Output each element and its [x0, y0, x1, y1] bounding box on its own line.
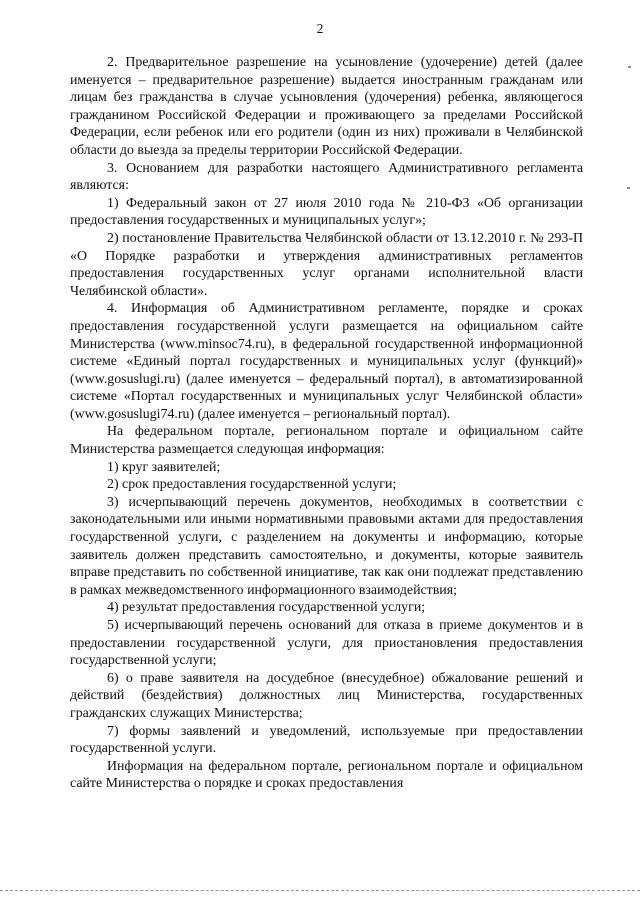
paragraph-item-2: 2. Предварительное разрешение на усыновление (удочерение) детей (далее именуется – предварительное разрешение) выдается иностранным гражданам или лицам без гражданства в случае усыновления (удочерения) ребенка, являющегося гражданином Российской Федерации и проживающего за пределами Российской Федерации, если ребенок или его родители (один из них) проживали в Челябинской области до выезда за пределы территории Российской Федерации. [70, 55, 583, 158]
paragraph-item-3: 3. Основанием для разработки настоящего Административного регламента являются: [70, 160, 583, 194]
footer-divider [0, 890, 640, 891]
list-item-term: 2) срок предоставления государственной услуги; [107, 477, 397, 493]
paragraph-government-resolution: 2) постановление Правительства Челябинской области от 13.12.2010 г. № 293-П «О Порядке разработки и утверждения административных регламентов предоставления государственных услуг органами исполнительной власти Челябинской области». [70, 230, 583, 299]
page-number: 2 [316, 21, 324, 36]
paragraph-info-intro: На федеральном портале, региональном портале и официальном сайте Министерства размещается следующая информация: [70, 424, 583, 458]
list-item-documents: 3) исчерпывающий перечень документов, необходимых в соответствии с законодательными или иными нормативными правовыми актами для предоставления государственной услуги, с разделением на документы и информацию, которые заявитель должен представить самостоятельно, и документы, которые заявитель вправе представить по собственной инициативе, так как они подлежат представлению в рамках межведомственного информационного взаимодействия; [70, 494, 583, 598]
document-body [70, 54, 583, 793]
paragraph-item-4: 4. Информация об Административном регламенте, порядке и сроках предоставления государственной услуги размещается на официальном сайте Министерства (www.minsoc74.ru), в федеральной государственной информационной системе «Единый портал государственных и муниципальных услуг (функций)» (www.gosuslugi.ru) (далее именуется – федеральный портал), в автоматизированной системе «Портал государственных и муниципальных услуг Челябинской области» (www.gosuslugi74.ru) (далее именуется – региональный портал). [70, 301, 583, 422]
scan-mark [628, 66, 631, 68]
list-item-refusal-grounds: 5) исчерпывающий перечень оснований для отказа в приеме документов и в предоставлении государственной услуги, для приостановления предоставления государственной услуги; [70, 618, 583, 669]
list-item-forms: 7) формы заявлений и уведомлений, используемые при предоставлении государственной услуги. [70, 723, 583, 757]
list-item-applicants: 1) круг заявителей; [107, 459, 221, 475]
list-item-appeal-right: 6) о праве заявителя на досудебное (внесудебное) обжалование решений и действий (бездействия) должностных лиц Министерства, государственных гражданских служащих Министерства; [70, 670, 583, 721]
list-item-result: 4) результат предоставления государственной услуги; [107, 600, 426, 616]
scan-mark [627, 187, 630, 189]
paragraph-federal-law: 1) Федеральный закон от 27 июля 2010 года № 210-ФЗ «Об организации предоставления государственных и муниципальных услуг»; [70, 195, 583, 229]
paragraph-info-portals: Информация на федеральном портале, региональном портале и официальном сайте Министерства о порядке и сроках предоставления [70, 758, 583, 792]
